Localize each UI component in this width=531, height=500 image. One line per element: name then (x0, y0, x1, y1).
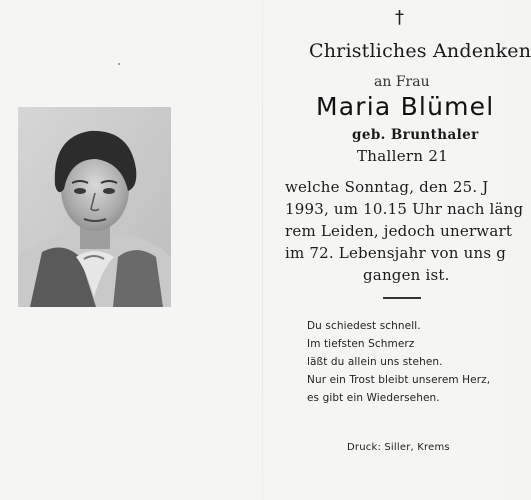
cross-symbol: † (395, 7, 404, 28)
deceased-name: Maria Blümel (316, 92, 495, 121)
card-heading: Christliches Andenken (309, 40, 531, 62)
body-line: welche Sonntag, den 25. J (285, 178, 489, 196)
body-line: rem Leiden, jedoch unerwart (285, 222, 513, 240)
printer-credit: Druck: Siller, Krems (347, 442, 450, 453)
portrait-image (18, 107, 171, 307)
poem-line: Nur ein Trost bleibt unserem Herz, (307, 374, 491, 386)
body-line: 1993, um 10.15 Uhr nach läng (285, 200, 524, 218)
divider-line (383, 297, 421, 299)
poem-line: es gibt ein Wiedersehen. (307, 392, 440, 404)
poem-line: läßt du allein uns stehen. (307, 356, 443, 368)
dedication-line: an Frau (374, 74, 430, 90)
poem-line: Du schiedest schnell. (307, 320, 421, 332)
body-line: gangen ist. (363, 266, 450, 284)
address: Thallern 21 (357, 147, 449, 165)
card-fold-line (262, 0, 263, 500)
portrait-photo (18, 107, 171, 307)
maiden-name: geb. Brunthaler (352, 127, 479, 143)
poem-line: Im tiefsten Schmerz (307, 338, 415, 350)
body-line: im 72. Lebensjahr von uns g (285, 244, 507, 262)
paper-speck (118, 63, 120, 65)
